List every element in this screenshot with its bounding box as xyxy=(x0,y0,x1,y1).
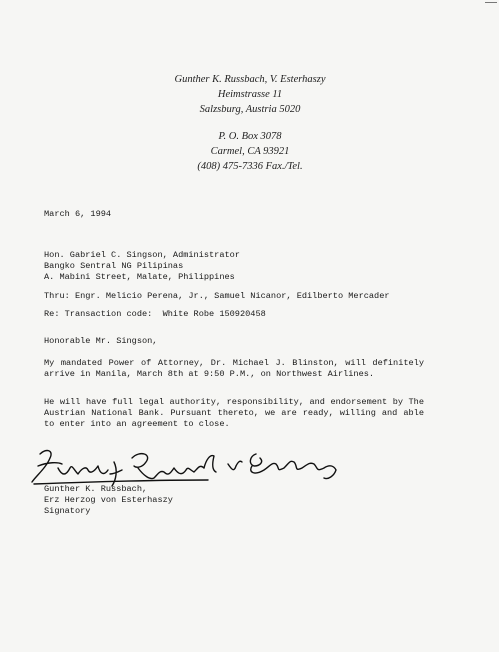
letterhead-name: Gunther K. Russbach, V. Esterhaszy xyxy=(174,74,326,85)
signatory-title: Erz Herzog von Esterhaszy xyxy=(44,495,173,505)
signatory-role: Signatory xyxy=(44,506,91,516)
signature-block xyxy=(44,484,424,517)
letterhead xyxy=(130,72,370,174)
paragraph-2: He will have full legal authority, responsibility, and endorsement by The Austrian National Bank. Pursuant thereto, we are ready, willing and able to enter into an agreement to close. xyxy=(44,397,424,429)
letterhead-city: Salzsburg, Austria 5020 xyxy=(199,104,301,115)
letterhead-pobox: P. O. Box 3078 xyxy=(218,131,282,142)
thru-line: Thru: Engr. Melicio Perena, Jr., Samuel Nicanor, Edilberto Mercader xyxy=(44,291,390,301)
recipient-line: A. Mabini Street, Malate, Philippines xyxy=(44,272,235,282)
letterhead-city-us: Carmel, CA 93921 xyxy=(210,146,290,157)
salutation: Honorable Mr. Singson, xyxy=(44,336,158,346)
letterhead-phone: (408) 475-7336 Fax./Tel. xyxy=(197,161,303,172)
recipient-address xyxy=(44,250,424,283)
paragraph-1: My mandated Power of Attorney, Dr. Michael J. Blinston, will definitely arrive in Manila, March 8th at 9:50 P.M., on Northwest Airlines. xyxy=(44,358,424,379)
recipient-line: Bangko Sentral NG Pilipinas xyxy=(44,261,184,271)
letter-date: March 6, 1994 xyxy=(44,209,112,219)
recipient-line: Hon. Gabriel C. Singson, Administrator xyxy=(44,250,240,260)
letterhead-street: Heimstrasse 11 xyxy=(217,89,283,100)
corner-mark xyxy=(485,0,497,3)
reference-line: Re: Transaction code: White Robe 150920458 xyxy=(44,309,266,319)
signatory-name: Gunther K. Russbach, xyxy=(44,484,148,494)
